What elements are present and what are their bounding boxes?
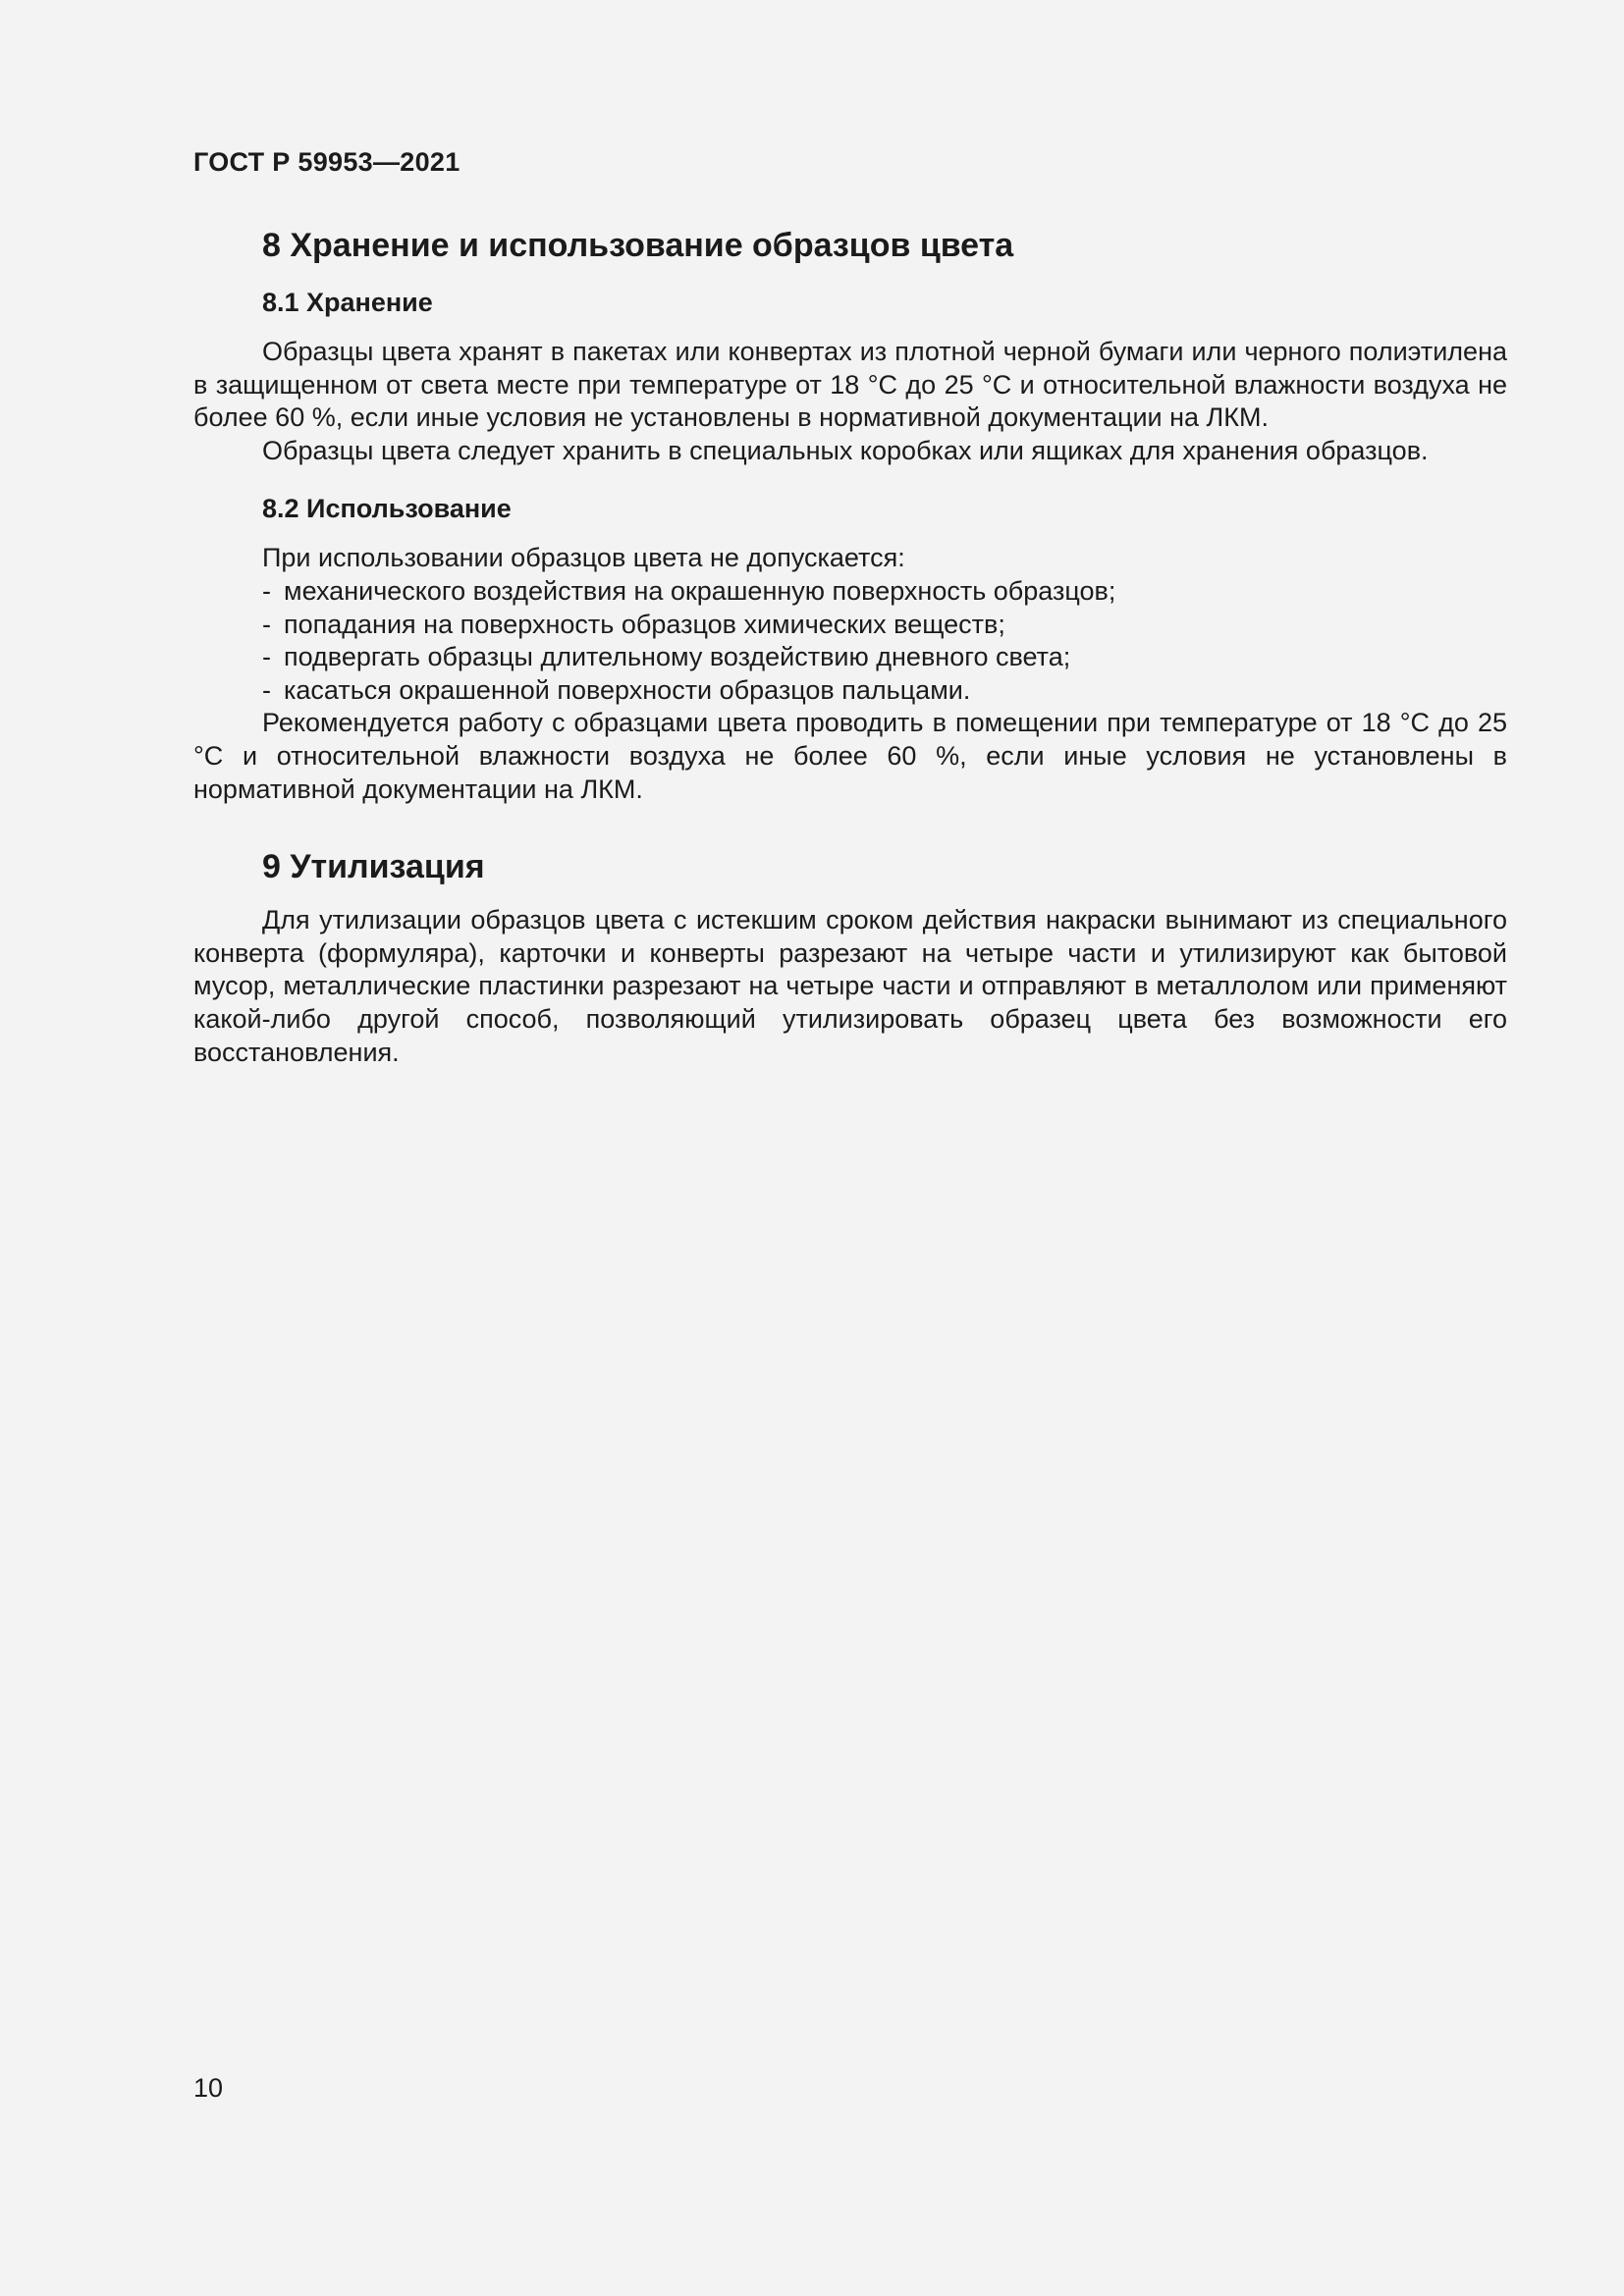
- page-number: 10: [193, 2073, 224, 2103]
- list-dash: -: [262, 674, 271, 705]
- subsection-8-1-title: 8.1 Хранение: [262, 288, 433, 317]
- list-dash: -: [262, 642, 271, 672]
- list-item: [193, 674, 1507, 708]
- list-item: [193, 609, 1507, 642]
- section-8-title: 8 Хранение и использование образцов цвета: [262, 227, 1014, 264]
- list-item-text: касаться окрашенной поверхности образцов пальцами.: [284, 674, 971, 705]
- list-item: [193, 641, 1507, 674]
- usage-recommendation-paragraph: Рекомендуется работу с образцами цвета проводить в помещении при температуре от 18 °С до 25 °С и относительной влажности воздуха не более 60 %, если иные условия не установлены в нормативной документации на ЛКМ.: [193, 708, 1507, 804]
- document-id-header: ГОСТ Р 59953—2021: [193, 147, 460, 177]
- storage-paragraph-1: Образцы цвета хранят в пакетах или конвертах из плотной черной бумаги или черного полиэтилена в защищенном от света месте при температуре от 18 °С до 25 °С и относительной влажности воздуха не более 60 %, если иные условия не установлены в нормативной документации на ЛКМ.: [193, 337, 1507, 433]
- list-dash: -: [262, 575, 271, 606]
- storage-paragraph-2: Образцы цвета следует хранить в специальных коробках или ящиках для хранения образцов.: [262, 435, 1429, 465]
- usage-restrictions-list: [193, 575, 1507, 707]
- list-dash: -: [262, 609, 271, 639]
- page-content: [193, 224, 1507, 1069]
- list-item-text: попадания на поверхность образцов химических веществ;: [284, 609, 1005, 639]
- section-9-title: 9 Утилизация: [262, 848, 485, 886]
- usage-intro: При использовании образцов цвета не допускается:: [262, 543, 905, 573]
- disposal-paragraph: Для утилизации образцов цвета с истекшим сроком действия накраски вынимают из специального конверта (формуляра), карточки и конверты разрезают на четыре части и утилизируют как бытовой мусор, металлические пластинки разрезают на четыре части и отправляют в металлолом или применяют какой-либо другой способ, позволяющий утилизировать образец цвета без возможности его восстановления.: [193, 905, 1507, 1067]
- subsection-8-2-title: 8.2 Использование: [262, 494, 512, 524]
- list-item: [193, 575, 1507, 609]
- list-item-text: подвергать образцы длительному воздействию дневного света;: [284, 642, 1071, 672]
- list-item-text: механического воздействия на окрашенную поверхность образцов;: [284, 575, 1116, 606]
